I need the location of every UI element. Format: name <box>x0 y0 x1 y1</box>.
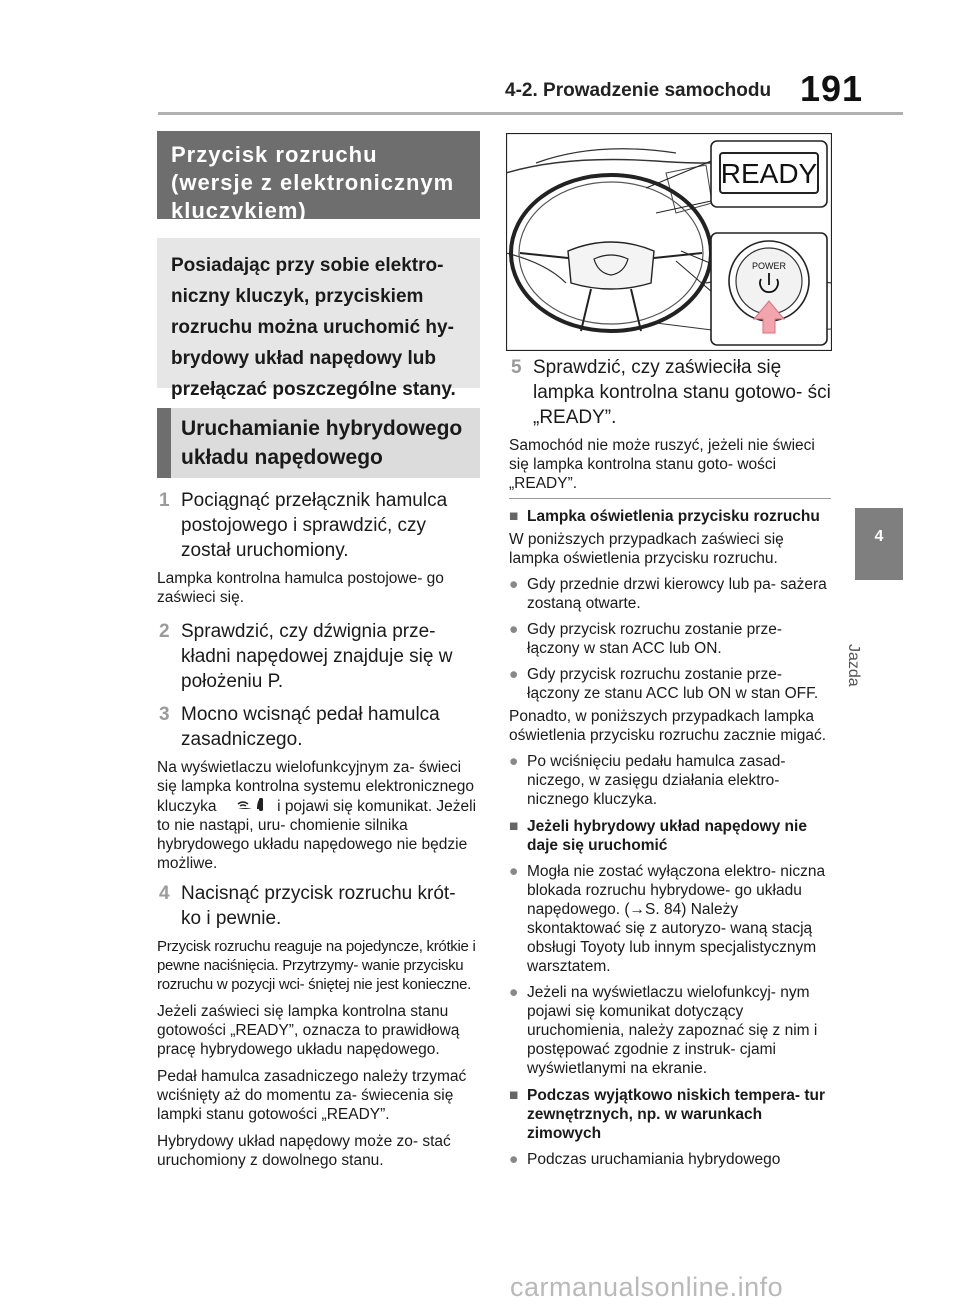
step-5: 5 Sprawdzić, czy zaświeciła się lampka kontrolna stanu gotowo- ści „READY”. <box>511 357 831 428</box>
section-heading: Uruchamianie hybrydowego układu napędowego <box>157 408 480 478</box>
title-box: Przycisk rozruchu (wersje z elektronicznym kluczykiem) <box>157 131 480 219</box>
paragraph-any-state: Hybrydowy układ napędowy może zo- stać uruchomiony z dowolnego stanu. <box>157 1133 451 1169</box>
step-5-note: Samochód nie może ruszyć, jeżeli nie świeci się lampka kontrolna stanu goto- wości „READY”. <box>509 437 815 492</box>
note-text: Ponadto, w poniższych przypadkach lampka oświetlenia przycisku rozruchu zacznie migać. <box>509 708 827 744</box>
note-heading-low-temperature: ■ Podczas wyjątkowo niskich tempera- tur zewnętrznych, np. w warunkach zimowych <box>509 1087 826 1142</box>
header-rule <box>158 112 903 115</box>
bullet-item: ● Gdy przycisk rozruchu zostanie prze- łączony w stan ACC lub ON. <box>509 621 782 657</box>
step-4: 4 Nacisnąć przycisk rozruchu krót- ko i pewnie. <box>159 883 456 929</box>
left-column <box>157 131 480 1170</box>
bullet-item: ● Jeżeli na wyświetlaczu wielofunkcyj- nym pojawi się komunikat dotyczący uruchomienia, należy zapoznać się z nim i postępować zgodnie z instruk- cjami wyświetlanymi na ekranie. <box>509 984 818 1077</box>
running-header-section: 4-2. Prowadzenie samochodu <box>505 80 772 101</box>
step-3-note: Na wyświetlaczu wielofunkcyjnym za- świeci się lampka kontrolna systemu elektronicznego kluczyka i pojawi się komunikat. Jeżeli to nie nastąpi, uru- chomienie silnika hybrydowego układu napędowego nie będzie możliwe. <box>157 759 477 872</box>
chapter-tab-label: Jazda <box>845 644 862 687</box>
chapter-tab-number: 4 <box>874 528 884 545</box>
paragraph-brake: Pedał hamulca zasadniczego należy trzymać wciśnięty aż do momentu za- świecenia się lampki stanu gotowości „READY”. <box>157 1068 467 1123</box>
smart-key-indicator-icon <box>235 796 265 814</box>
note-heading-not-starting: ■ Jeżeli hybrydowy układ napędowy nie daje się uruchomić <box>509 818 807 854</box>
intro-box: Posiadając przy sobie elektro- niczny kluczyk, przyciskiem rozruchu można uruchomić hy- brydowy układ napędowy lub przełączać poszczególne stany. <box>157 238 480 388</box>
step-4-note: Przycisk rozruchu reaguje na pojedyncze, krótkie i pewne naciśnięcia. Przytrzymy- wanie przycisku rozruchu w pozycji wci- śniętej nie jest konieczne. <box>157 938 476 993</box>
step-2: 2 Sprawdzić, czy dźwignia prze- kładni napędowej znajduje się w położeniu P. <box>159 621 453 692</box>
bullet-item: ● Podczas uruchamiania hybrydowego <box>509 1151 781 1168</box>
watermark: carmanualsonline.info <box>510 1272 784 1302</box>
bullet-item: ● Po wciśnięciu pedału hamulca zasad- niczego, w zasięgu działania elektro- nicznego kluczyka. <box>509 753 786 808</box>
ready-label: READY <box>720 158 818 189</box>
step-1: 1 Pociągnąć przełącznik hamulca postojowego i sprawdzić, czy został uruchomiony. <box>159 490 448 561</box>
bullet-item: ● Mogła nie zostać wyłączona elektro- niczna blokada rozruchu hybrydowe- go układu napędowego. (→S. 84) Należy skontaktować się z autoryzo- waną stacją obsługi Toyoty lub innym specjalistycznym warsztatem. <box>509 863 826 975</box>
section-divider <box>509 498 831 499</box>
bullet-item: ● Gdy przycisk rozruchu zostanie prze- łączony ze stanu ACC lub ON w stan OFF. <box>509 666 819 702</box>
step-1-note: Lampka kontrolna hamulca postojowe- go zaświeci się. <box>157 570 444 606</box>
step-number: 1 <box>159 490 170 511</box>
note-heading-button-light: ■ Lampka oświetlenia przycisku rozruchu <box>509 508 820 525</box>
step-number: 4 <box>159 883 170 904</box>
page-number: 191 <box>800 68 864 109</box>
step-number: 3 <box>159 704 170 725</box>
step-number: 2 <box>159 621 170 642</box>
step-3: 3 Mocno wcisnąć pedał hamulca zasadniczego. <box>159 704 440 750</box>
note-text: W poniższych przypadkach zaświeci się lampka oświetlenia przycisku rozruchu. <box>509 531 784 567</box>
dashboard-illustration <box>506 133 832 351</box>
step-number: 5 <box>511 357 522 378</box>
bullet-item: ● Gdy przednie drzwi kierowcy lub pa- sażera zostaną otwarte. <box>509 576 827 612</box>
power-label: POWER <box>751 261 787 271</box>
paragraph-ready: Jeżeli zaświeci się lampka kontrolna stanu gotowości „READY”, oznacza to prawidłową pracę hybrydowego układu napędowego. <box>157 1003 460 1058</box>
right-column <box>509 355 834 493</box>
right-column-notes <box>509 503 834 1169</box>
